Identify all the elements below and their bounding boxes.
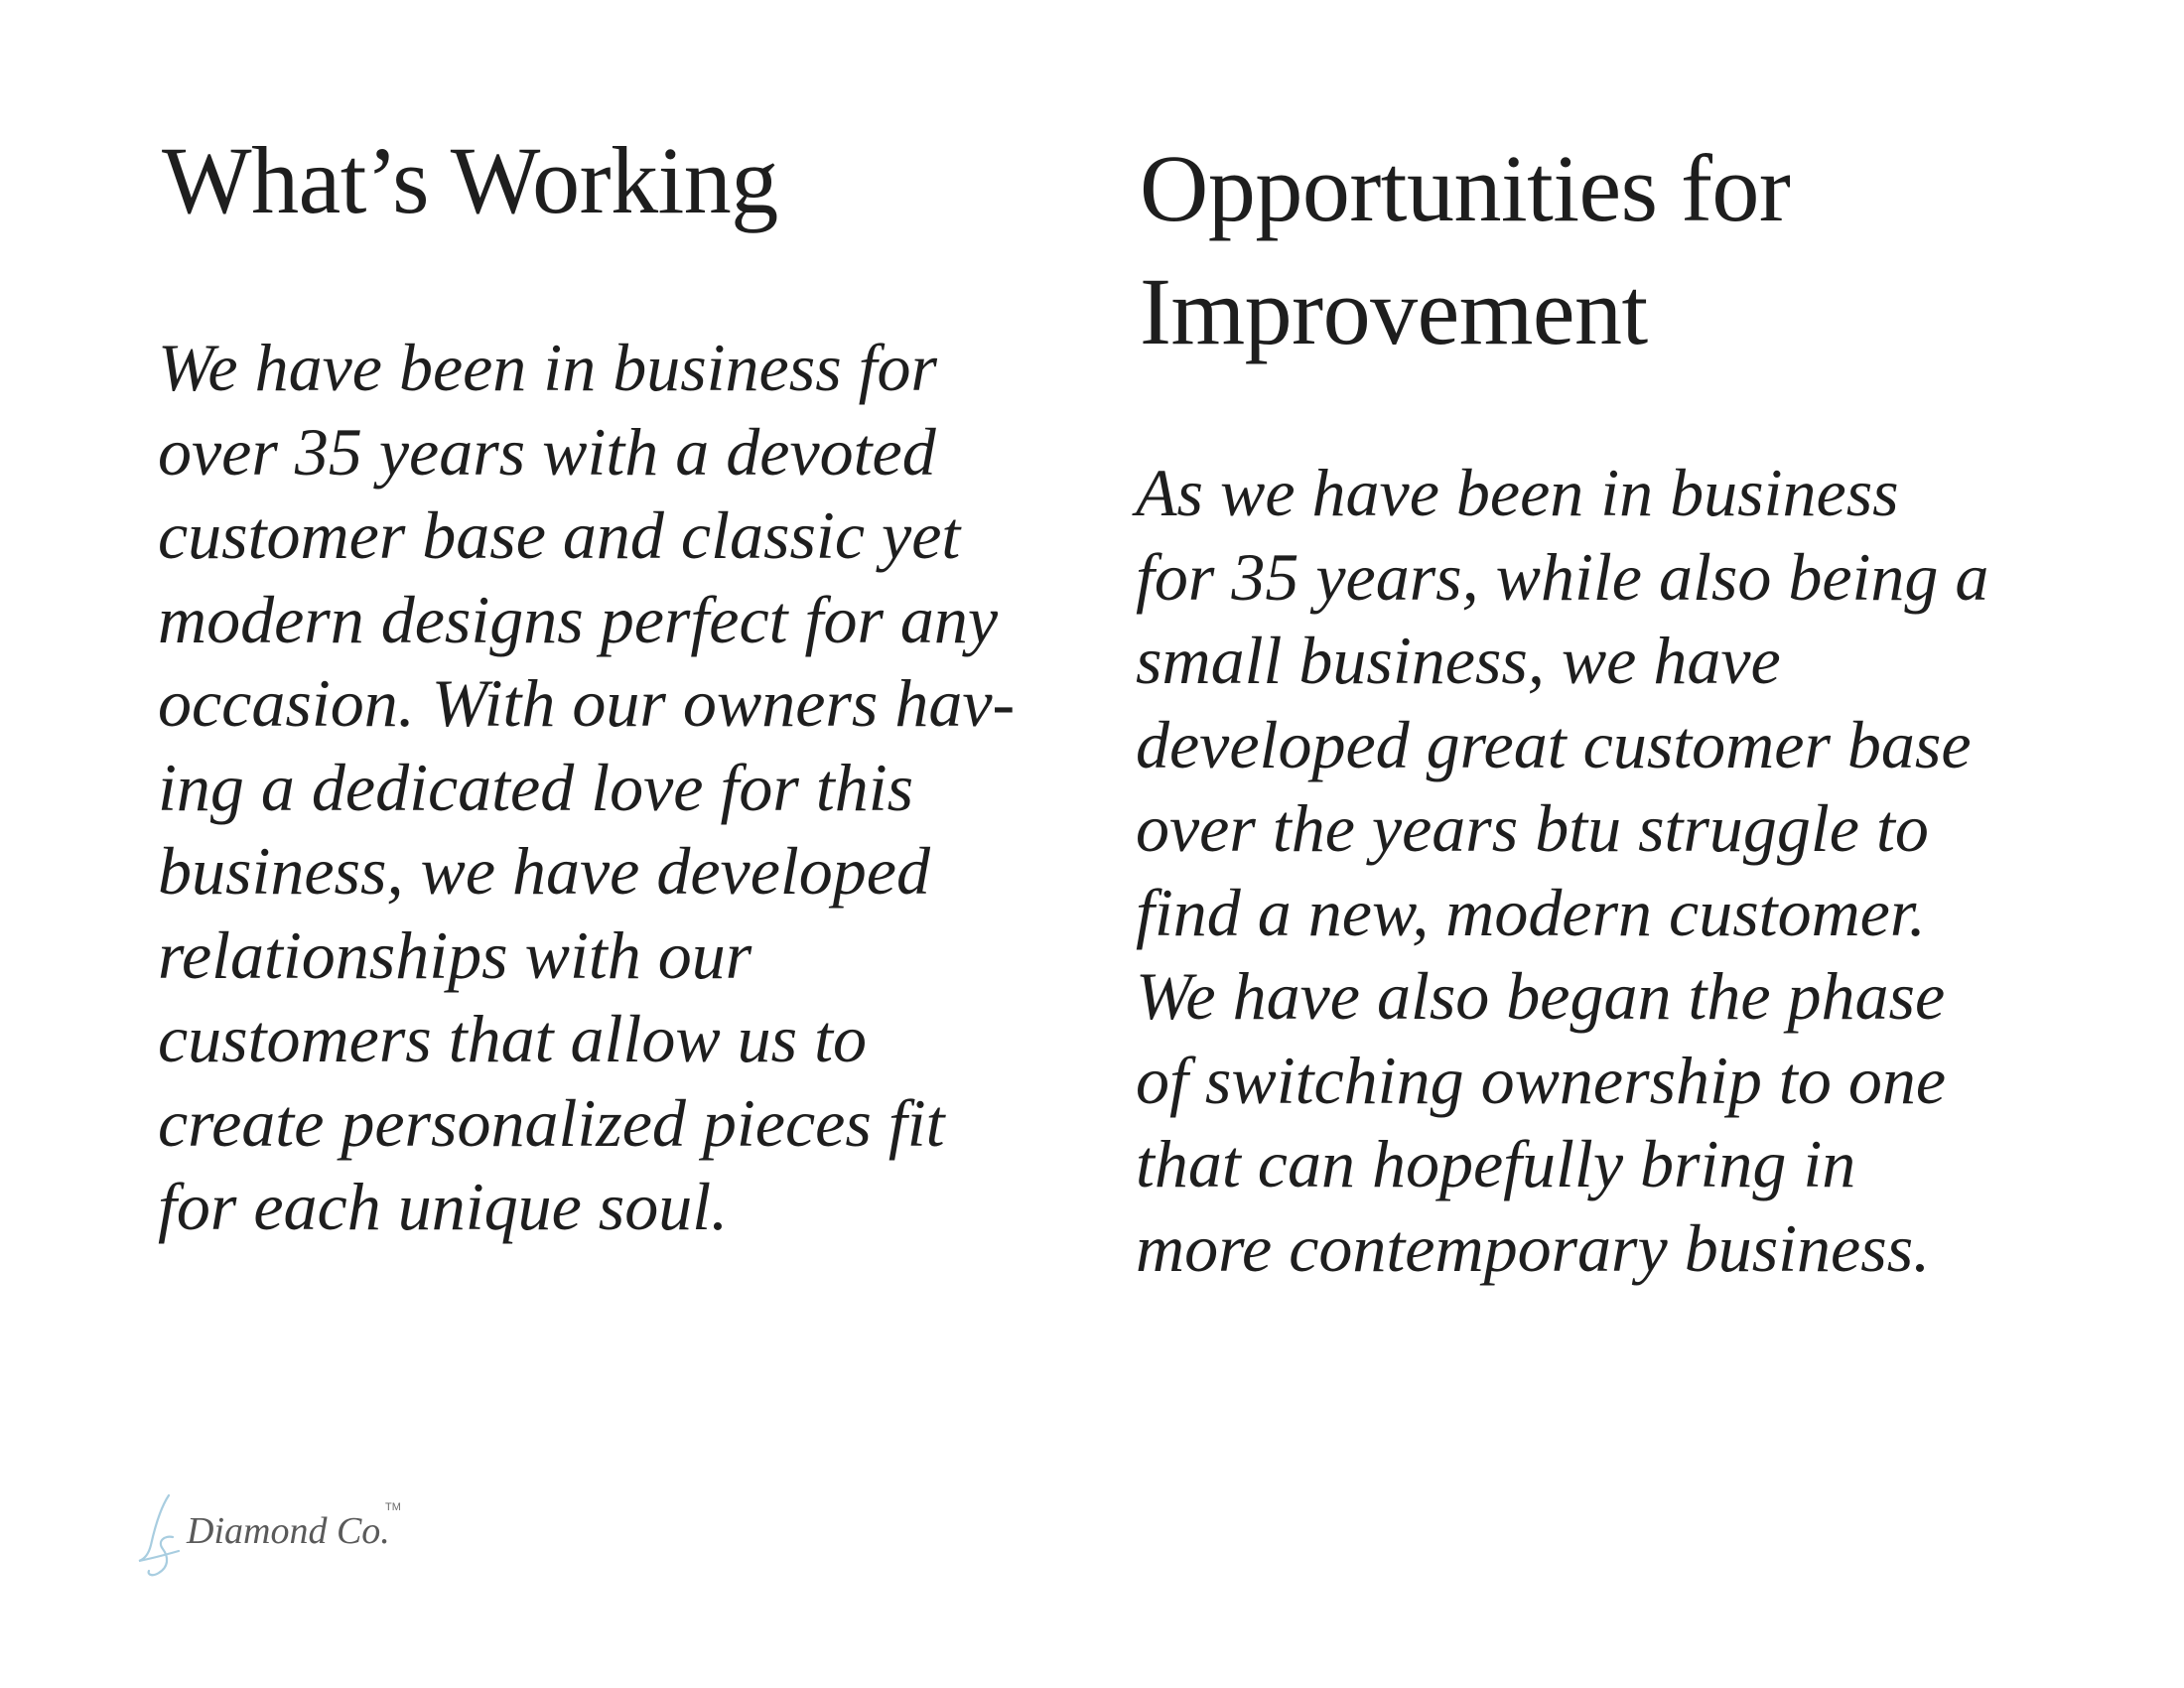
body-line: We have been in business for	[158, 330, 938, 405]
company-logo	[135, 1489, 433, 1584]
body-line: ing a dedicated love for this	[158, 749, 914, 825]
body-line: We have also began the phase	[1136, 958, 1946, 1034]
heading-line: Opportunities for	[1140, 135, 1791, 241]
whats-working-heading: What’s Working	[162, 127, 778, 233]
body-line: customers that allow us to	[158, 1001, 868, 1076]
body-line: small business, we have	[1136, 623, 1781, 698]
body-line: modern designs perfect for any	[158, 581, 999, 657]
body-line: business, we have developed	[158, 833, 930, 909]
body-line: for each unique soul.	[158, 1169, 729, 1244]
whats-working-body	[158, 326, 1015, 1249]
opportunities-heading	[1140, 127, 1790, 373]
body-line: relationships with our	[158, 916, 752, 993]
ls-monogram-icon	[135, 1489, 195, 1584]
body-line: more contemporary business.	[1136, 1209, 1931, 1286]
body-line: over 35 years with a devoted	[158, 413, 936, 490]
body-line: customer base and classic yet	[158, 497, 961, 573]
heading-line: Improvement	[1140, 258, 1648, 364]
opportunities-body	[1136, 451, 1988, 1290]
body-line: that can hopefully bring in	[1136, 1126, 1856, 1201]
body-line: for 35 years, while also being a	[1136, 538, 1989, 615]
body-line: over the years btu struggle to	[1136, 790, 1929, 866]
body-line: As we have been in business	[1136, 455, 1899, 530]
trademark-symbol: TM	[385, 1501, 401, 1513]
body-line: find a new, modern customer.	[1136, 874, 1926, 950]
body-line: occasion. With our owners hav-	[158, 665, 1016, 741]
body-line: create personalized pieces fit	[158, 1084, 945, 1161]
body-line: developed great customer base	[1136, 706, 1972, 782]
logo-wordmark: Diamond Co.	[187, 1510, 390, 1552]
body-line: of switching ownership to one	[1136, 1042, 1946, 1118]
